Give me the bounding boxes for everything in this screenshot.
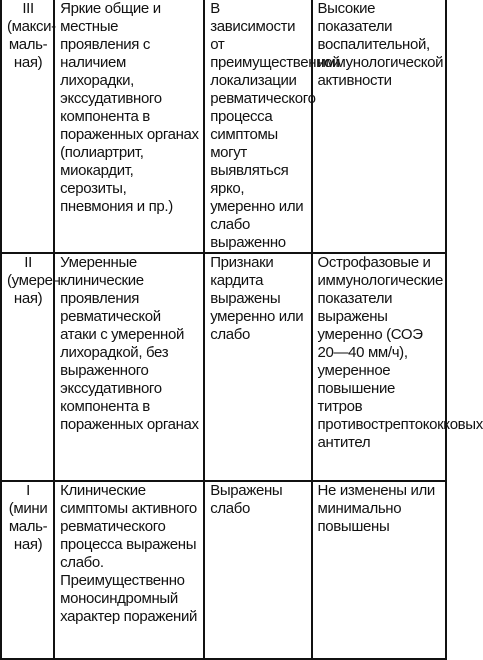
clinical-cell (54, 253, 204, 481)
degree-roman: II (24, 254, 32, 271)
table-row (1, 0, 446, 253)
carditis-cell (204, 253, 311, 481)
clinical-cell (54, 481, 204, 659)
degree-name: (умерен-ная) (7, 272, 66, 307)
degree-cell (1, 253, 66, 481)
clinical-text: Умеренные клинические проявления ревматической атаки с умеренной лихорадкой, без выраженного экссудативного компонента в пораженных органах (60, 254, 199, 433)
degree-name: (макси-маль-ная) (7, 18, 56, 71)
carditis-text: Выражены слабо (210, 482, 283, 517)
clinical-text: Клинические симптомы активного ревматического процесса выражены слабо. Преимущественно моносиндромный характер поражений (60, 482, 198, 625)
degree-roman: III (22, 0, 34, 17)
lab-text: Высокие показатели воспалительной, иммунологической активности (317, 0, 444, 89)
degree-cell (1, 0, 54, 253)
degree-name: (мини маль-ная) (8, 500, 48, 553)
carditis-cell (204, 0, 341, 253)
clinical-cell (54, 0, 204, 253)
carditis-text: В зависимости от преимущественной локализации ревматического процесса симптомы могут выявляться ярко, умеренно или слабо выраженно (210, 0, 341, 251)
degree-cell (1, 481, 54, 659)
lab-cell (312, 0, 446, 253)
table-row (1, 481, 446, 659)
carditis-text: Признаки кардита выражены умеренно или слабо (210, 254, 304, 343)
carditis-cell (204, 481, 311, 659)
lab-cell (312, 253, 483, 481)
lab-cell (312, 481, 446, 659)
table-row (1, 253, 446, 481)
lab-text: Острофазовые и иммунологические показатели выражены умеренно (СОЭ 20—40 мм/ч), умеренное повышение титров противострептококковых антител (317, 254, 483, 451)
clinical-text: Яркие общие и местные проявления с наличием лихорадки, экссудативного компонента в пораженных органах (полиартрит, миокардит, серозиты, пневмония и пр.) (60, 0, 199, 215)
degree-roman: I (26, 482, 30, 499)
lab-text: Не изменены или минимально повышены (317, 482, 435, 535)
